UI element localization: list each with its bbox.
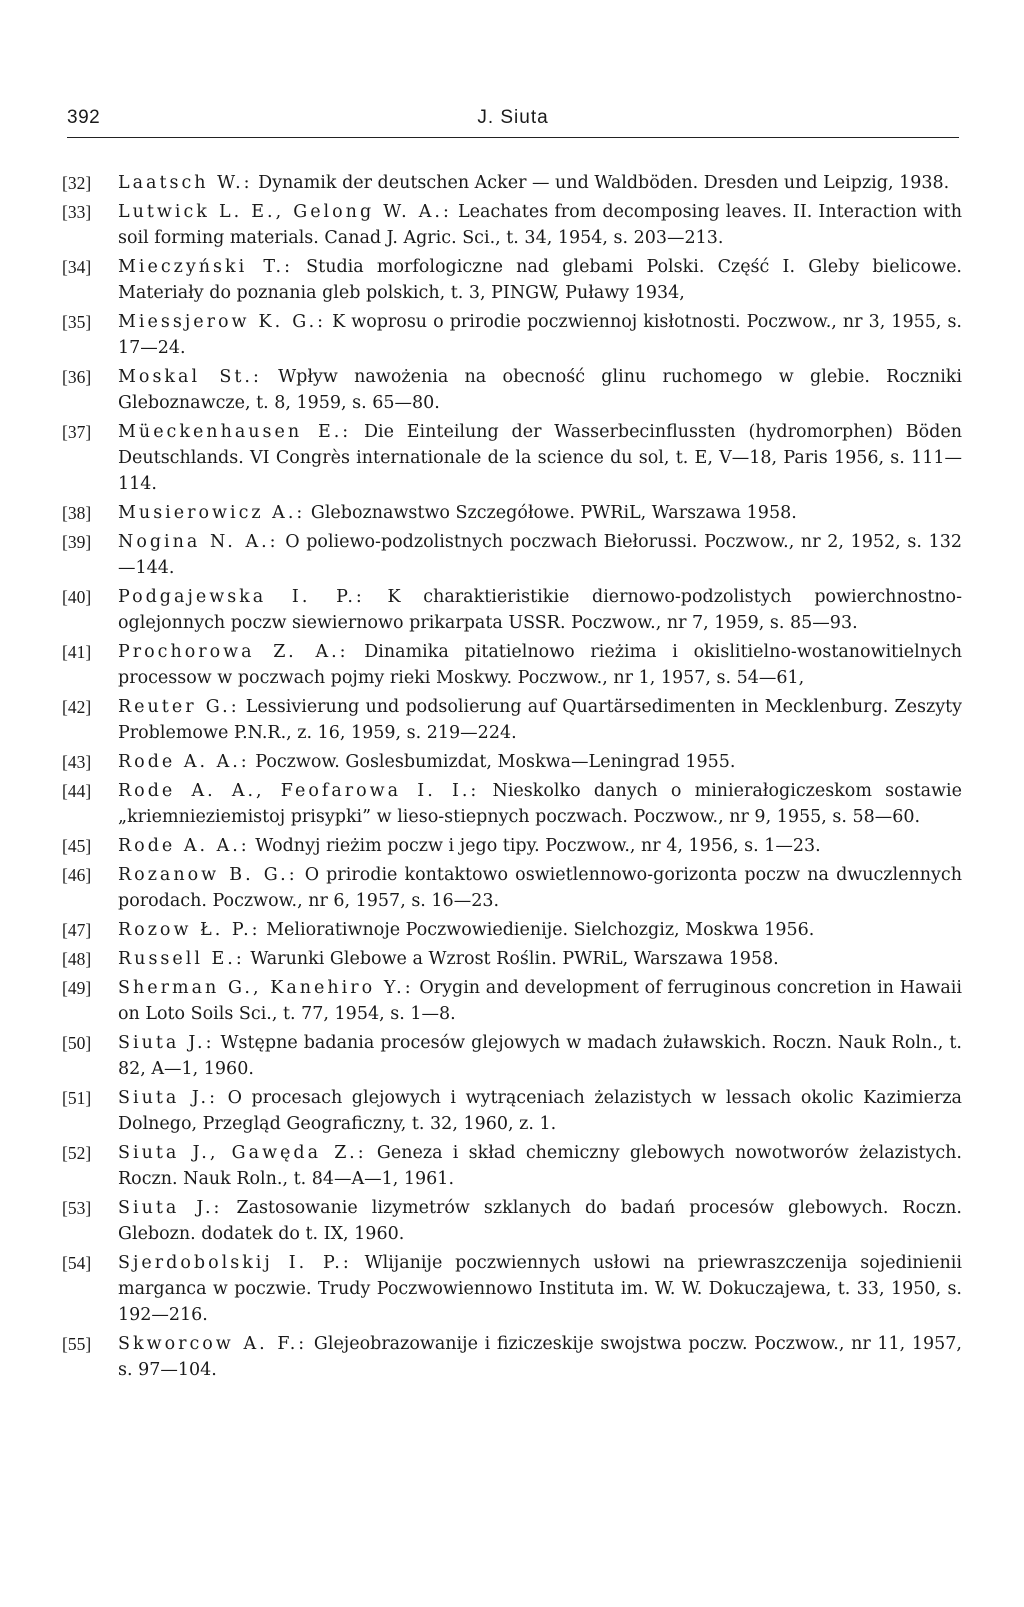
page-header bbox=[67, 107, 959, 138]
reference-text: Wodnyj rieżim poczw i jego tipy. Poczwow., nr 4, 1956, s. 1—23. bbox=[249, 836, 821, 856]
reference-text: O poliewo-podzolistnych poczwach Biełorussi. Poczwow., nr 2, 1952, s. 132—144. bbox=[118, 532, 962, 578]
reference-number: [34] bbox=[62, 257, 92, 277]
reference-number: [43] bbox=[62, 752, 92, 772]
reference-text: K charaktieristikie diernowo-podzolistych powierchnostno-oglejonnych poczw siewiernowo prikarpata USSR. Poczwow., nr 7, 1959, s. 85—93. bbox=[118, 587, 962, 633]
reference-entry bbox=[62, 500, 962, 526]
reference-number: [35] bbox=[62, 312, 92, 332]
reference-number: [45] bbox=[62, 836, 92, 856]
reference-authors: Rode A. A., Feofarowa I. I.: bbox=[118, 781, 480, 801]
reference-text: Wstępne badania procesów glejowych w madach żuławskich. Roczn. Nauk Roln., t. 82, A—1, 1960. bbox=[118, 1033, 962, 1079]
reference-text: Die Einteilung der Wasserbecinflussten (hydromorphen) Böden Deutschlands. VI Congrès internationale de la science du sol, t. E, V—18, Paris 1956, s. 111—114. bbox=[118, 422, 962, 494]
reference-number: [38] bbox=[62, 503, 92, 523]
reference-entry bbox=[62, 364, 962, 416]
reference-text: Orygin and development of ferruginous concretion in Hawaii on Loto Soils Sci., t. 77, 1954, s. 1—8. bbox=[118, 978, 962, 1024]
reference-entry bbox=[62, 917, 962, 943]
reference-text: Warunki Glebowe a Wzrost Roślin. PWRiL, Warszawa 1958. bbox=[244, 949, 779, 969]
reference-number: [44] bbox=[62, 781, 92, 801]
reference-entry bbox=[62, 1085, 962, 1137]
reference-entry bbox=[62, 694, 962, 746]
reference-authors: Miessjerow K. G.: bbox=[118, 312, 327, 332]
reference-entry bbox=[62, 778, 962, 830]
reference-text: Dinamika pitatielnowo rieżima i okislitielno-wostanowitielnych processow w poczwach pojmy rieki Moskwy. Poczwow., nr 1, 1957, s. 54—61, bbox=[118, 642, 962, 688]
reference-text: Poczwow. Goslesbumizdat, Moskwa—Leningrad 1955. bbox=[249, 752, 736, 772]
running-head: J. Siuta bbox=[477, 107, 549, 128]
reference-number: [42] bbox=[62, 697, 92, 717]
reference-text: Leachates from decomposing leaves. II. Interaction with soil forming materials. Canad J. Agric. Sci., t. 34, 1954, s. 203—213. bbox=[118, 202, 962, 248]
reference-list bbox=[62, 170, 962, 1386]
reference-authors: Rode A. A.: bbox=[118, 752, 250, 772]
reference-entry bbox=[62, 975, 962, 1027]
reference-number: [36] bbox=[62, 367, 92, 387]
reference-text: Wpływ nawożenia na obecność glinu ruchomego w glebie. Roczniki Gleboznawcze, t. 8, 1959, s. 65—80. bbox=[118, 367, 962, 413]
reference-number: [53] bbox=[62, 1198, 92, 1218]
reference-number: [48] bbox=[62, 949, 92, 969]
reference-text: Melioratiwnoje Poczwowiedienije. Sielchozgiz, Moskwa 1956. bbox=[260, 920, 815, 940]
reference-authors: Sjerdobolskij I. P.: bbox=[118, 1253, 352, 1273]
reference-authors: Sherman G., Kanehiro Y.: bbox=[118, 978, 414, 998]
reference-authors: Mieczyński T.: bbox=[118, 257, 293, 277]
reference-entry bbox=[62, 1140, 962, 1192]
reference-authors: Rozanow B. G.: bbox=[118, 865, 298, 885]
reference-text: Wlijanije poczwiennych usłowi na priewraszczenija sojedinienii marganca w poczwie. Trudy Poczwowiennowo Instituta im. W. W. Dokuczajewa, t. 33, 1950, s. 192—216. bbox=[118, 1253, 962, 1325]
reference-text: Zastosowanie lizymetrów szklanych do badań procesów glebowych. Roczn. Glebozn. dodatek do t. IX, 1960. bbox=[118, 1198, 962, 1244]
reference-text: Lessivierung und podsolierung auf Quartärsedimenten in Mecklenburg. Zeszyty Problemowe P.N.R., z. 16, 1959, s. 219—224. bbox=[118, 697, 962, 743]
reference-authors: Müeckenhausen E.: bbox=[118, 422, 352, 442]
page-number: 392 bbox=[67, 107, 101, 128]
reference-authors: Russell E.: bbox=[118, 949, 245, 969]
reference-entry bbox=[62, 309, 962, 361]
reference-number: [54] bbox=[62, 1253, 92, 1273]
reference-number: [33] bbox=[62, 202, 92, 222]
reference-text: Studia morfologiczne nad glebami Polski. Część I. Gleby bielicowe. Materiały do poznania gleb polskich, t. 3, PINGW, Puławy 1934, bbox=[118, 257, 962, 303]
reference-authors: Musierowicz A.: bbox=[118, 503, 306, 523]
reference-number: [49] bbox=[62, 978, 92, 998]
reference-number: [47] bbox=[62, 920, 92, 940]
reference-entry bbox=[62, 419, 962, 497]
reference-number: [50] bbox=[62, 1033, 92, 1053]
reference-text: Geneza i skład chemiczny glebowych nowotworów żelazistych. Roczn. Nauk Roln., t. 84—A—1, 1961. bbox=[118, 1143, 962, 1189]
reference-authors: Siuta J.: bbox=[118, 1088, 219, 1108]
reference-text: Dynamik der deutschen Acker — und Waldböden. Dresden und Leipzig, 1938. bbox=[252, 173, 950, 193]
reference-number: [46] bbox=[62, 865, 92, 885]
reference-authors: Siuta J., Gawęda Z.: bbox=[118, 1143, 367, 1163]
reference-entry bbox=[62, 946, 962, 972]
reference-text: O prirodie kontaktowo oswietlennowo-gorizonta poczw na dwuczlennych porodach. Poczwow., nr 6, 1957, s. 16—23. bbox=[118, 865, 963, 911]
reference-entry bbox=[62, 529, 962, 581]
reference-text: Nieskolko danych o minierałogiczeskom sostawie „kriemnieziemistoj prisypki” w lieso-stiepnych poczwach. Poczwow., nr 9, 1955, s. 58—60. bbox=[118, 781, 962, 827]
reference-authors: Reuter G.: bbox=[118, 697, 240, 717]
reference-entry bbox=[62, 1030, 962, 1082]
reference-number: [40] bbox=[62, 587, 92, 607]
reference-entry bbox=[62, 833, 962, 859]
reference-authors: Moskal St.: bbox=[118, 367, 262, 387]
reference-authors: Rode A. A.: bbox=[118, 836, 250, 856]
reference-authors: Nogina N. A.: bbox=[118, 532, 279, 552]
reference-entry bbox=[62, 639, 962, 691]
reference-entry bbox=[62, 584, 962, 636]
reference-text: Glejeobrazowanije i fiziczeskije swojstwa poczw. Poczwow., nr 11, 1957, s. 97—104. bbox=[118, 1334, 962, 1380]
reference-authors: Rozow Ł. P.: bbox=[118, 920, 261, 940]
reference-authors: Siuta J.: bbox=[118, 1033, 215, 1053]
reference-entry bbox=[62, 254, 962, 306]
reference-text: K woprosu o prirodie poczwiennoj kisłotnosti. Poczwow., nr 3, 1955, s. 17—24. bbox=[118, 312, 962, 358]
reference-authors: Prochorowa Z. A.: bbox=[118, 642, 349, 662]
reference-entry bbox=[62, 170, 962, 196]
reference-authors: Lutwick L. E., Gelong W. A.: bbox=[118, 202, 452, 222]
reference-number: [52] bbox=[62, 1143, 92, 1163]
reference-number: [41] bbox=[62, 642, 92, 662]
reference-entry bbox=[62, 749, 962, 775]
reference-entry bbox=[62, 1195, 962, 1247]
reference-number: [51] bbox=[62, 1088, 92, 1108]
reference-entry bbox=[62, 862, 962, 914]
reference-entry bbox=[62, 1331, 962, 1383]
reference-authors: Siuta J.: bbox=[118, 1198, 223, 1218]
reference-authors: Skworcow A. F.: bbox=[118, 1334, 308, 1354]
reference-text: O procesach glejowych i wytrąceniach żelazistych w lessach okolic Kazimierza Dolnego, Przegląd Geograficzny, t. 32, 1960, z. 1. bbox=[118, 1088, 962, 1134]
reference-authors: Laatsch W.: bbox=[118, 173, 253, 193]
reference-authors: Podgajewska I. P.: bbox=[118, 587, 365, 607]
reference-text: Gleboznawstwo Szczegółowe. PWRiL, Warszawa 1958. bbox=[305, 503, 797, 523]
reference-entry bbox=[62, 1250, 962, 1328]
reference-number: [39] bbox=[62, 532, 92, 552]
reference-number: [32] bbox=[62, 173, 92, 193]
reference-entry bbox=[62, 199, 962, 251]
reference-number: [55] bbox=[62, 1334, 92, 1354]
reference-number: [37] bbox=[62, 422, 92, 442]
